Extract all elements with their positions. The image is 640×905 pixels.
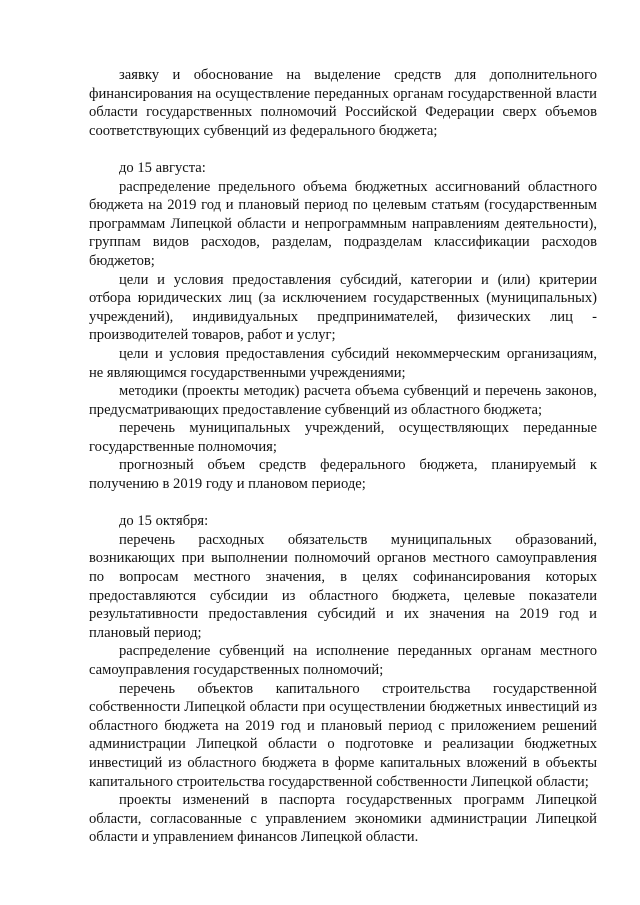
document-body <box>89 66 597 847</box>
paragraph-capital-construction: перечень объектов капитального строительства государственной собственности Липецкой области при осуществлении бюджетных инвестиций из областного бюджета на 2019 год и плановый период с приложением решений администрации Липецкой области о подготовке и реализации бюджетных инвестиций из областного бюджета в форме капитальных вложений в объекты капитального строительства государственной собственности Липецкой области; <box>89 680 597 790</box>
paragraph-municipal-institutions: перечень муниципальных учреждений, осуществляющих переданные государственные полномочия; <box>89 420 597 455</box>
paragraph-subsidy-criteria: цели и условия предоставления субсидий, категории и (или) критерии отбора юридических лиц (за исключением государственных (муниципальных) учреждений), индивидуальных предпринимателей, физических лиц - производителей товаров, работ и услуг; <box>89 271 597 344</box>
paragraph-nonprofit-subsidies: цели и условия предоставления субсидий некоммерческим организациям, не являющимся государственными учреждениями; <box>89 345 597 381</box>
paragraph-subvention-distribution: распределение субвенций на исполнение переданных органам местного самоуправления государственных полномочий; <box>89 643 597 678</box>
paragraph-budget-allocation: распределение предельного объема бюджетных ассигнований областного бюджета на 2019 год и плановый период по целевым статьям (государственным программам Липецкой области и непрограммным направлениям деятельности), группам видов расходов, разделам, подразделам классификации расходов бюджетов; <box>89 178 597 269</box>
deadline-heading-august: до 15 августа: <box>119 159 206 176</box>
deadline-heading-october: до 15 октября: <box>119 513 209 530</box>
paragraph-federal-forecast: прогнозный объем средств федерального бюджета, планируемый к получению в 2019 году и плановом периоде; <box>89 457 597 493</box>
paragraph-funding-request: заявку и обоснование на выделение средств для дополнительного финансирования на осуществление переданных органам государственной власти области государственных полномочий Российской Федерации сверх объемов соответствующих субвенций из федерального бюджета; <box>89 67 597 139</box>
paragraph-municipal-obligations: перечень расходных обязательств муниципальных образований, возникающих при выполнении полномочий органов местного самоуправления по вопросам местного значения, в целях софинансирования которых предоставляются субсидии из областного бюджета, целевые показатели результативности предоставления субсидий и их значения на 2019 год и плановый период; <box>89 531 597 641</box>
paragraph-subvention-methods: методики (проекты методик) расчета объема субвенций и перечень законов, предусматривающих предоставление субвенций из областного бюджета; <box>89 383 597 418</box>
paragraph-program-passports: проекты изменений в паспорта государственных программ Липецкой области, согласованные с управлением экономики администрации Липецкой области и управлением финансов Липецкой области. <box>89 792 597 846</box>
